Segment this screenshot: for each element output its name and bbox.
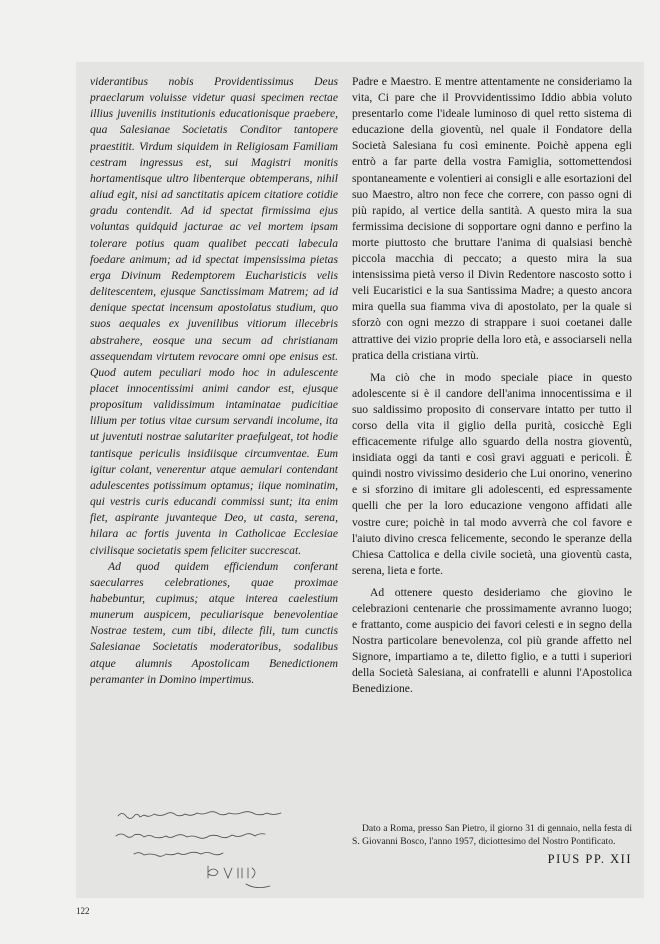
- latin-paragraph-1: viderantibus nobis Providentissimus Deus praeclarum voluisse videtur quasi specimen rectae illius juvenilis institutionis educationisque praebere, qua Salesianae Societatis Conditor tantopere praestitit. Virdum siquidem in Religiosam Familiam cestram ingressus est, sui Magistri monitis hortamentisque ultro libenterque obtemperans, nihil aliud egit, nisi ad sanctitatis apicem citatiore cotidie gradu contendit. Ad id spectat firmissima ejus voluntas quidquid jacturae ac vel mortem ipsam tolerare potius quam qualibet peccati labecula foedare animum; ad id spectat impensissima pietas erga Divinum Redemptorem Eucharisticis velis delitescentem, ejusque Sanctissimam Matrem; ad id denique spectat incensum apostolatus studium, quo suos aequales ex juvenilibus vitiorum illecebris abstrahere, eosque una secum ad christianam assequendam virtutem revocare omni ope enisus est. Quod autem peculiari modo hoc in adulescente placet innocentissimi animi candor est, ejusque propositum validissimum intaminatae pudicitiae lilium per totius vitae cursum servandi incolume, ita ut juventuti nostrae salutariter praefulgeat, tot hodie tantisque periculis insidiisque circumventae. Eum igitur colant, venerentur atque aemulari contendant adulescentes potissimum optamus; iique nominatim, qui vestris curis educandi commissi sunt; ita enim fiet, aspirante juvanteque Deo, ut casta, serena, hilara ac fortis juventa in Catholicae Ecclesiae civilisque societatis spem feliciter succrescat.: [90, 75, 338, 557]
- page-number: 122: [76, 906, 90, 916]
- handwritten-signature-icon: [112, 808, 338, 892]
- italian-text-column: [352, 74, 632, 864]
- italian-paragraph-1: Padre e Maestro. E mentre attentamente ne consideriamo la vita, Ci pare che il Provvidentissimo Iddio abbia voluto presentarlo come l'ideale luminoso di quel retto sistema di educazione della gioventù, nel quale il Fondatore della Società Salesiana fu così eminente. Poichè appena egli entrò a far parte della vostra Famiglia, sottomettendosi spontaneamente e volentieri ai consigli e alle esortazioni del suo Maestro, altro non fece che correre, con passo ogni di più rapido, al vertice della santità. A questo mira la sua fermissima decisione di sopportare ogni danno e perfino la morte piuttosto che bruttare l'anima di qualsiasi benchè piccola macchia di peccato; a questo mira la sua intensissima pietà verso il Divin Redentore nascosto sotto i veli Eucaristici e la sua Santissima Madre; a questo ancora mira quella sua fiamma viva di apostolato, per la quale si sforzò con ogni mezzo di strappare i suoi coetanei dalle attrattive dei vizio proprie della loro età, e associarseli nella pratica della cristiana virtù.: [352, 75, 632, 362]
- latin-text-column: [90, 74, 338, 806]
- italian-dateline: Dato a Roma, presso San Pietro, il giorno 31 di gennaio, nella festa di S. Giovanni Bosco, l'anno 1957, diciottesimo del Nostro Pontificato.: [352, 823, 632, 847]
- handwritten-signature-block: [112, 808, 338, 892]
- italian-paragraph-3: Ad ottenere questo desideriamo che giovino le celebrazioni centenarie che prossimamente avranno luogo; e frattanto, come auspicio dei favori celesti e in segno della Nostra particolare benevolenza, col più grande affetto nel Signore, impartiamo a te, diletto figlio, e a tutti i superiori della Società Salesiana, ai confratelli e alunni l'Apostolica Benedizione.: [352, 585, 632, 696]
- latin-paragraph-2: Ad quod quidem efficiendum conferant saecularres celebrationes, quae proximae habebuntur, cupimus; atque interea caelestium munerum auspicem, peculiarisque benevolentiae Nostrae testem, cum tibi, dilecte fili, tum cunctis Salesianae Societatis moderatoribus, sodalibus atque alumnis Apostolicam Benedictionem peramanter in Domino impertimus.: [90, 559, 338, 686]
- italian-paragraph-2: Ma ciò che in modo speciale piace in questo adolescente si è il candore dell'anima innocentissima e il suo saldissimo proposito di conservare intatto per tutto il corso della vita il giglio della purità, cosicchè Egli efficacemente rifulge allo sguardo della nostra gioventù, insidiata oggi da tanti e così gravi agguati e pericoli. È quindi nostro vivissimo desiderio che Lui onorino, venerino e si sforzino di imitare gli adolescenti, ed espressamente quelli che per la loro educazione vengono affidati alle vostre cure; poichè in tal modo avverrà che col favore e l'aiuto divino cresca felicemente, secondo le speranze della Chiesa Cattolica e della civile società, una gioventù casta, serena, lieta e forte.: [352, 370, 632, 577]
- italian-signoff: PIUS PP. XII: [547, 852, 632, 866]
